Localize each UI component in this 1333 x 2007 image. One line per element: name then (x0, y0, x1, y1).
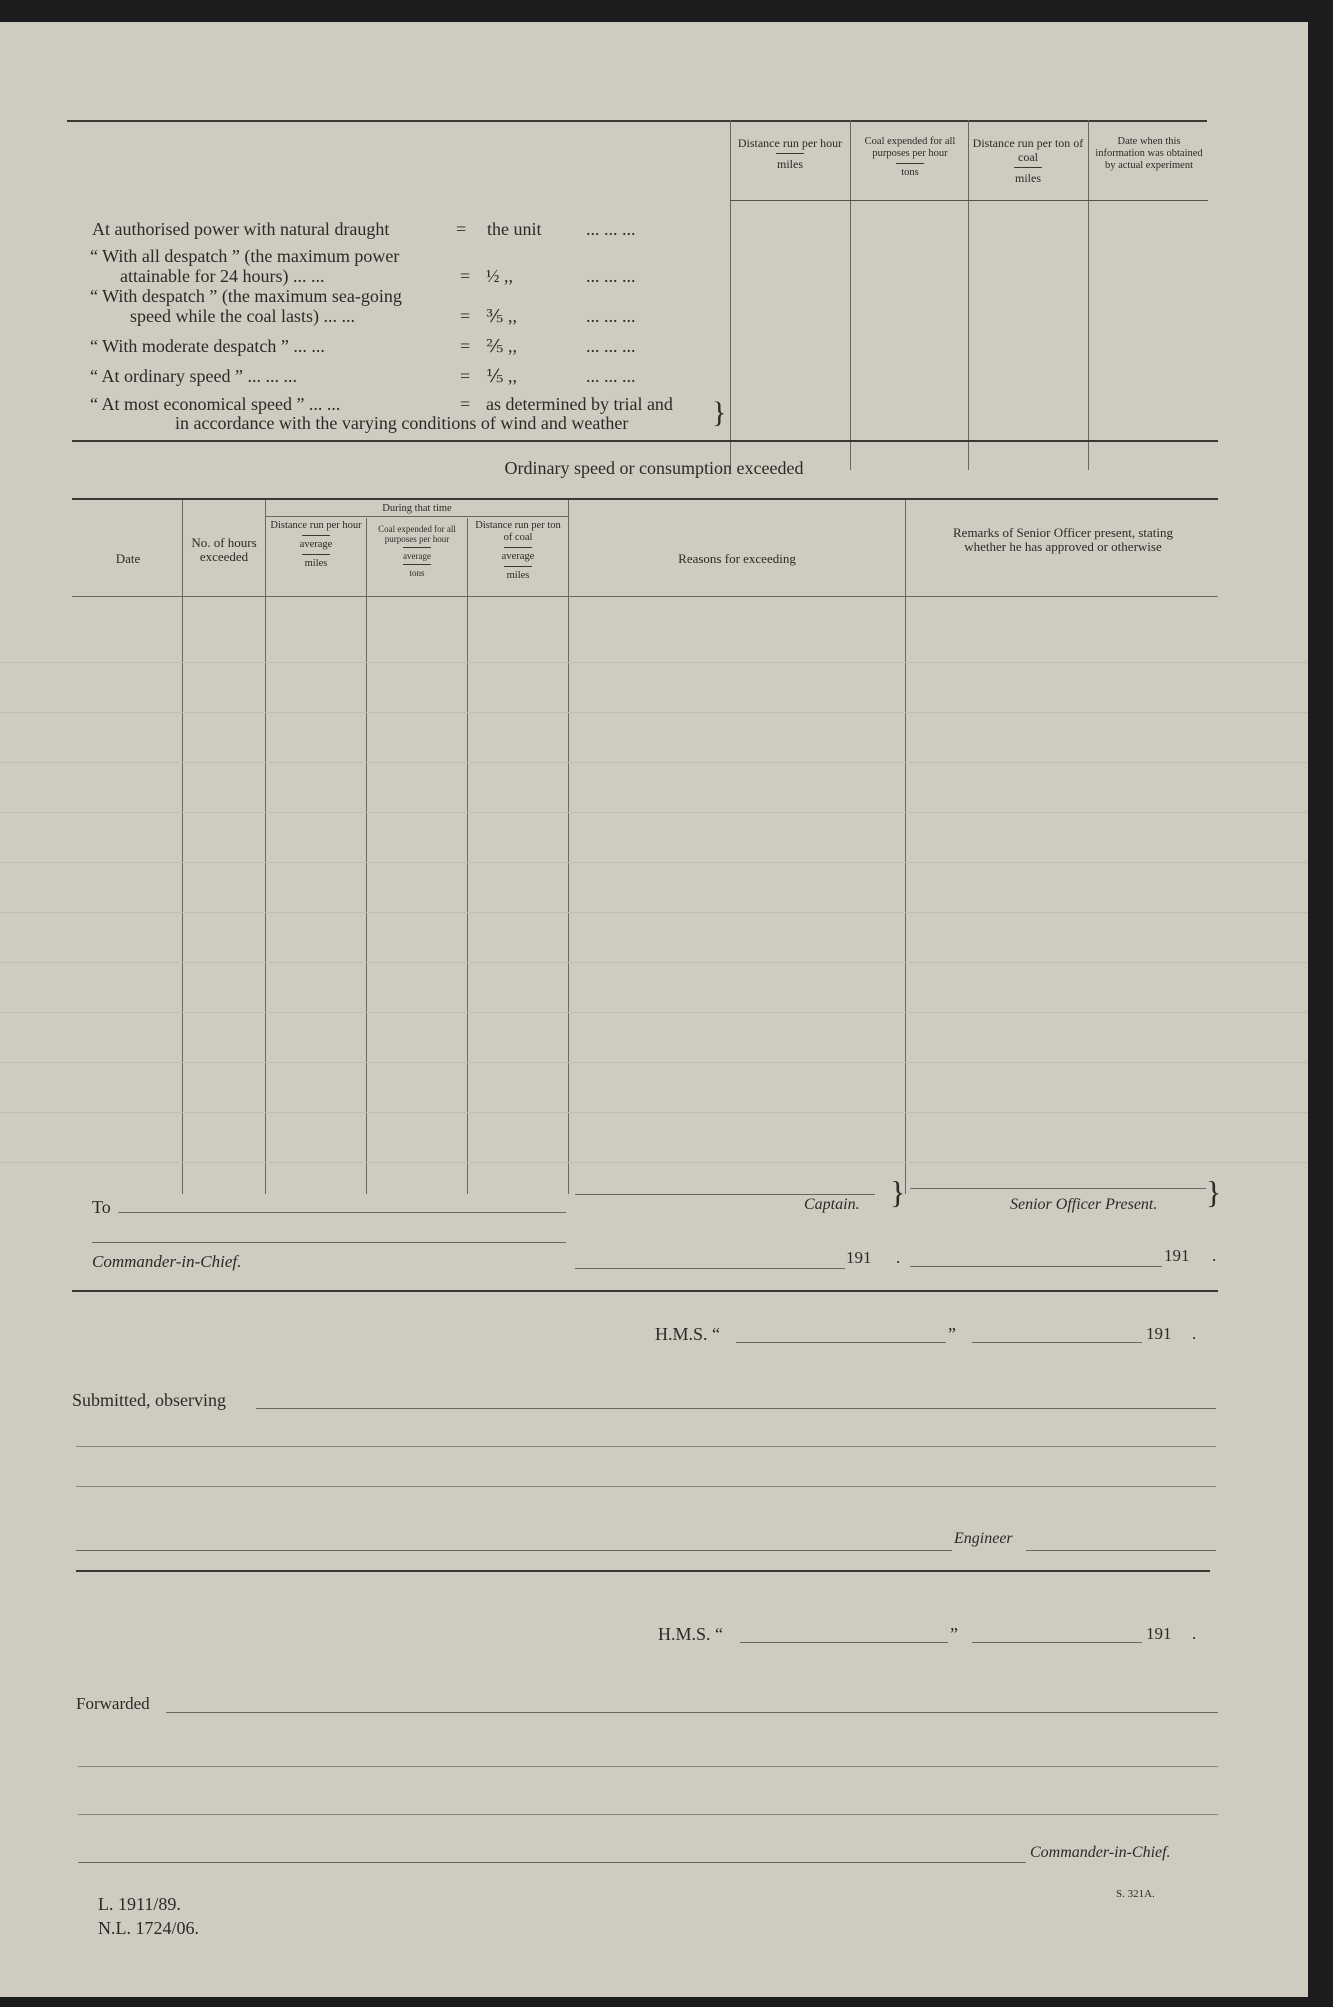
speed-dots: ... ... ... (586, 306, 636, 326)
engineer-label: Engineer (954, 1530, 1013, 1547)
header-reasons: Reasons for exceeding (678, 551, 796, 566)
hms-close-quote: ” (950, 1624, 958, 1644)
header-hours: No. of hours exceeded (191, 535, 257, 564)
to-line[interactable] (118, 1212, 566, 1213)
col-divider (850, 120, 851, 470)
header-distance-per-hour: Distance run per hour miles (737, 136, 843, 171)
captain-year: 191 (846, 1248, 872, 1267)
speed-dots: ... ... ... (586, 266, 636, 286)
header-rule (72, 596, 1218, 597)
ruled-line (0, 812, 1308, 813)
speed-value: ⅖ ,, (486, 336, 517, 356)
hms-close-quote: ” (948, 1324, 956, 1344)
rule (72, 440, 1218, 442)
form-ref: L. 1911/89. (98, 1894, 181, 1914)
speed-value: the unit (487, 219, 542, 239)
ruled-line (0, 662, 1308, 663)
hms-prefix: H.M.S. “ (658, 1624, 724, 1644)
speed-row: “ At ordinary speed ” ... ... ... (90, 366, 297, 386)
col-divider (182, 500, 183, 1194)
speed-row: “ At most economical speed ” ... ... (90, 394, 341, 414)
hms-ship-line[interactable] (736, 1342, 946, 1343)
speed-eq: = (460, 306, 471, 326)
during-rule (266, 516, 568, 517)
ruled-line (0, 862, 1308, 863)
engineer-line[interactable] (1026, 1550, 1216, 1551)
brace-icon: } (712, 396, 727, 429)
form-page (0, 22, 1308, 1997)
forwarded-line[interactable] (166, 1712, 1218, 1713)
header-rule (730, 200, 1208, 201)
col-divider (467, 518, 468, 1194)
header-coal: Coal expended for all purposes per hour average tons (378, 524, 456, 578)
header-date: Date (115, 551, 141, 566)
speed-value: as determined by trial and (486, 394, 673, 414)
speed-row-cont: speed while the coal lasts) ... ... (130, 306, 355, 326)
senior-year: 191 (1164, 1246, 1190, 1265)
header-dist-ton: Distance run per ton of coal average miles (475, 520, 561, 581)
header-distance-per-ton: Distance run per ton of coal miles (972, 136, 1084, 185)
col-divider (265, 500, 266, 1194)
header-date-info: Date when this information was obtained by actual experiment (1095, 136, 1203, 171)
ruled-line (0, 1062, 1308, 1063)
speed-row: “ With moderate despatch ” ... ... (90, 336, 325, 356)
submitted-line[interactable] (76, 1446, 1216, 1447)
hms-date-line[interactable] (972, 1642, 1142, 1643)
forwarded-line[interactable] (78, 1814, 1218, 1815)
period: . (1192, 1324, 1197, 1343)
ruled-line (0, 1162, 1308, 1163)
speed-row-cont: attainable for 24 hours) ... ... (120, 266, 325, 286)
submitted-line[interactable] (256, 1408, 1216, 1409)
header-dist-hour: Distance run per hour average miles (270, 520, 362, 569)
speed-row: “ With despatch ” (the maximum sea-going (90, 286, 402, 306)
senior-label: Senior Officer Present. (1010, 1196, 1158, 1213)
captain-date-line[interactable] (575, 1268, 845, 1269)
col-divider (366, 518, 367, 1194)
engineer-line[interactable] (76, 1550, 952, 1551)
to-label: To (92, 1197, 111, 1217)
ruled-line (0, 712, 1308, 713)
form-ref: N.L. 1724/06. (98, 1918, 199, 1938)
captain-label: Captain. (804, 1196, 860, 1213)
top-rule (67, 120, 1207, 122)
speed-value: ⅗ ,, (486, 306, 517, 326)
hms-year: 191 (1146, 1324, 1172, 1343)
hms-date-line[interactable] (972, 1342, 1142, 1343)
speed-eq: = (460, 394, 471, 414)
hms-ship-line[interactable] (740, 1642, 948, 1643)
ruled-line (0, 762, 1308, 763)
hms-prefix: H.M.S. “ (655, 1324, 721, 1344)
rule (72, 1290, 1218, 1292)
header-remarks: Remarks of Senior Officer present, stating whether he has approved or otherwise (953, 525, 1173, 554)
speed-dots: ... ... ... (586, 336, 636, 356)
senior-date-line[interactable] (910, 1266, 1162, 1267)
speed-dots: ... ... ... (586, 219, 636, 239)
section-title: Ordinary speed or consumption exceeded (504, 458, 804, 478)
forwarded-line[interactable] (78, 1766, 1218, 1767)
forwarded-label: Forwarded (76, 1694, 150, 1713)
hms-year: 191 (1146, 1624, 1172, 1643)
speed-value: ½ ,, (486, 266, 513, 286)
rule (72, 498, 1218, 500)
to-line-2[interactable] (92, 1242, 566, 1243)
speed-value: ⅕ ,, (486, 366, 517, 386)
col-divider (968, 120, 969, 470)
header-during: During that time (382, 503, 452, 514)
ruled-line (0, 912, 1308, 913)
header-coal-expended: Coal expended for all purposes per hour tons (864, 136, 956, 178)
commander-label: Commander-in-Chief. (92, 1252, 242, 1271)
commander-footer-label: Commander-in-Chief. (1030, 1844, 1171, 1861)
col-divider (568, 500, 569, 1194)
period: . (896, 1248, 901, 1267)
speed-eq: = (460, 266, 471, 286)
brace-icon: } (890, 1174, 906, 1210)
col-divider (730, 120, 731, 470)
period: . (1192, 1624, 1197, 1643)
form-code: S. 321A. (1116, 1888, 1155, 1900)
speed-row: At authorised power with natural draught (92, 219, 390, 239)
rule (76, 1570, 1210, 1572)
ruled-line (0, 1112, 1308, 1113)
senior-sign-line[interactable] (910, 1188, 1206, 1189)
speed-row: “ With all despatch ” (the maximum power (90, 246, 400, 266)
captain-sign-line[interactable] (575, 1194, 875, 1195)
speed-eq: = (456, 219, 467, 239)
period: . (1212, 1246, 1217, 1265)
commander-sign-line[interactable] (78, 1862, 1026, 1863)
ruled-line (0, 962, 1308, 963)
speed-row-cont: in accordance with the varying conditions of wind and weather (175, 413, 629, 433)
speed-eq: = (460, 366, 471, 386)
submitted-label: Submitted, observing (72, 1390, 226, 1410)
speed-dots: ... ... ... (586, 366, 636, 386)
brace-icon: } (1206, 1174, 1222, 1210)
col-divider (1088, 120, 1089, 470)
submitted-line[interactable] (76, 1486, 1216, 1487)
col-divider (905, 500, 906, 1194)
ruled-line (0, 1012, 1308, 1013)
speed-eq: = (460, 336, 471, 356)
